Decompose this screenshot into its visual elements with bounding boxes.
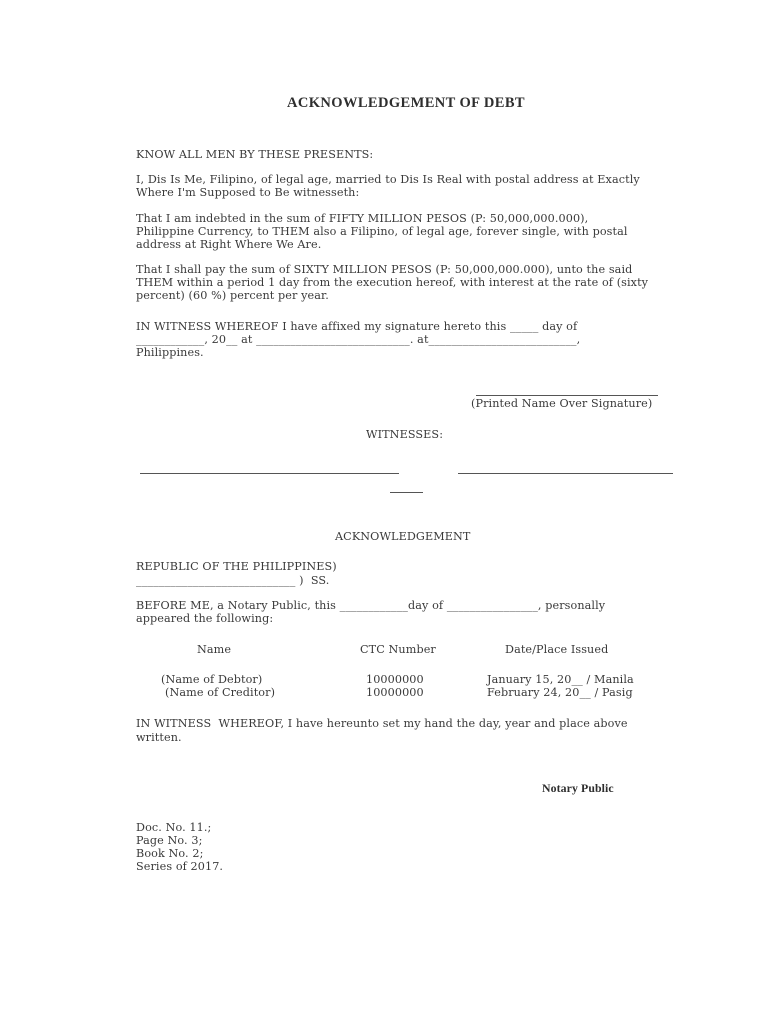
para1-line-2: Where I'm Supposed to Be witnesseth: <box>136 186 360 199</box>
para4-line-3: Philippines. <box>136 346 204 359</box>
table-cell-date-place: January 15, 20__ / Manila <box>487 673 634 686</box>
table-cell-name: (Name of Debtor) <box>161 673 263 686</box>
table-cell-name: (Name of Creditor) <box>165 686 276 699</box>
para4-line-1: IN WITNESS WHEREOF I have affixed my signature hereto this _____ day of <box>136 320 578 333</box>
closing-line-1: IN WITNESS WHEREOF, I have hereunto set my hand the day, year and place above <box>136 717 628 730</box>
witness-2-line-continued <box>390 492 423 493</box>
doc-number: Doc. No. 11.; <box>136 821 212 834</box>
page-number: Page No. 3; <box>136 834 203 847</box>
witness-2-line <box>458 473 673 474</box>
table-header-date-place: Date/Place Issued <box>505 643 609 656</box>
para2-line-1: That I am indebted in the sum of FIFTY MILLION PESOS (P: 50,000,000.000), <box>136 212 589 225</box>
series-year: Series of 2017. <box>136 860 224 873</box>
para4-line-2: ____________, 20__ at ___________________________. at__________________________, <box>136 333 581 346</box>
table-cell-date-place: February 24, 20__ / Pasig <box>487 686 633 699</box>
para2-line-3: address at Right Where We Are. <box>136 238 322 251</box>
table-cell-ctc: 10000000 <box>366 673 424 686</box>
table-cell-ctc: 10000000 <box>366 686 424 699</box>
closing-line-2: written. <box>136 731 182 744</box>
venue-line: ____________________________ ) SS. <box>136 574 330 587</box>
notary-public-label: Notary Public <box>542 781 614 795</box>
acknowledgement-heading: ACKNOWLEDGEMENT <box>335 530 471 543</box>
intro-line: KNOW ALL MEN BY THESE PRESENTS: <box>136 148 374 161</box>
witness-1-line <box>140 473 399 474</box>
book-number: Book No. 2; <box>136 847 204 860</box>
before-me-line-1: BEFORE ME, a Notary Public, this ____________day of ________________, personally <box>136 599 606 612</box>
witnesses-label: WITNESSES: <box>366 428 444 441</box>
para3-line-2: THEM within a period 1 day from the execution hereof, with interest at the rate of (sixty <box>136 276 649 289</box>
republic-line: REPUBLIC OF THE PHILIPPINES) <box>136 560 337 573</box>
signature-line <box>476 395 658 396</box>
document-title: ACKNOWLEDGEMENT OF DEBT <box>286 95 525 111</box>
table-header-name: Name <box>197 643 232 656</box>
para2-line-2: Philippine Currency, to THEM also a Filipino, of legal age, forever single, with postal <box>136 225 628 238</box>
para1-line-1: I, Dis Is Me, Filipino, of legal age, married to Dis Is Real with postal address at Exactly <box>136 173 640 186</box>
para3-line-3: percent) (60 %) percent per year. <box>136 289 329 302</box>
signature-caption: (Printed Name Over Signature) <box>471 397 653 410</box>
table-header-ctc: CTC Number <box>360 643 436 656</box>
before-me-line-2: appeared the following: <box>136 612 274 625</box>
para3-line-1: That I shall pay the sum of SIXTY MILLION PESOS (P: 50,000,000.000), unto the said <box>136 263 633 276</box>
